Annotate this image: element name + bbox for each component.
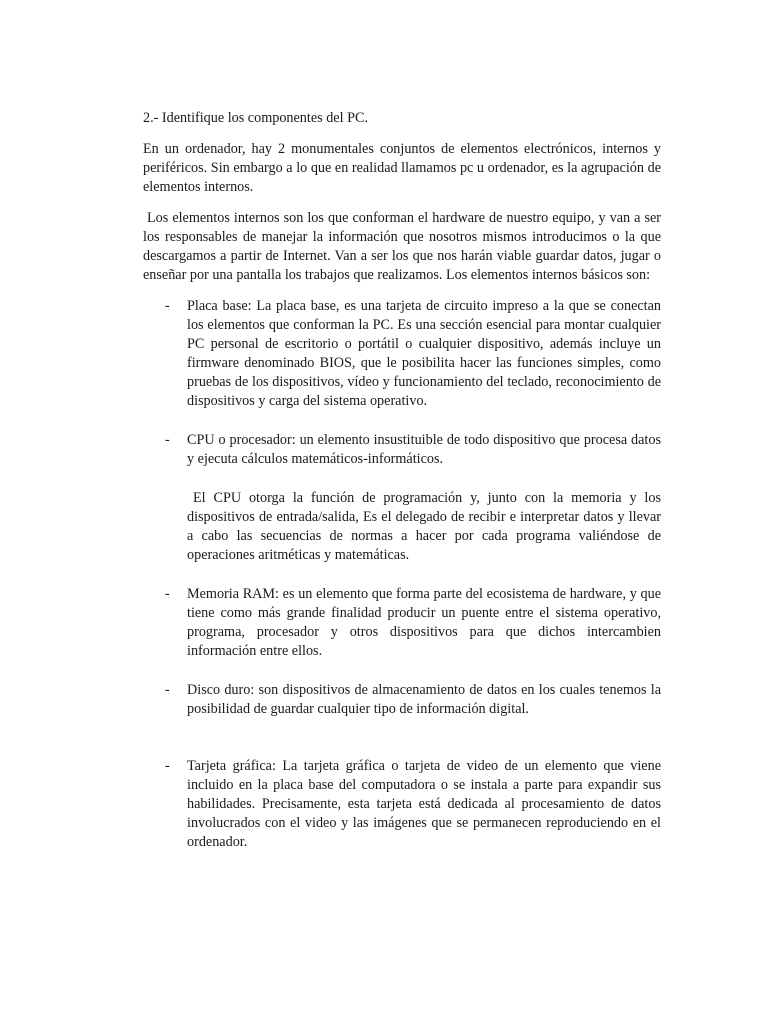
internal-elements-paragraph: Los elementos internos son los que conforman el hardware de nuestro equipo, y van a ser los responsables de manejar la información que nosotros mismos introducimos o la que descargamos a partir de Internet. Van a ser los que nos harán viable guardar datos, jugar o enseñar por una pantalla los trabajos que realizamos. Los elementos internos básicos son:: [143, 210, 661, 283]
list-bullet: -: [165, 586, 170, 602]
list-item-text: Disco duro: son dispositivos de almacenamiento de datos en los cuales tenemos la posibilidad de guardar cualquier tipo de información digital.: [187, 682, 661, 717]
component-list: [143, 297, 661, 852]
list-item-cpu: [143, 431, 661, 565]
intro-paragraph: En un ordenador, hay 2 monumentales conjuntos de elementos electrónicos, internos y periféricos. Sin embargo a lo que en realidad llamamos pc u ordenador, es la agrupación de elementos internos.: [143, 141, 661, 195]
list-bullet: -: [165, 432, 170, 448]
list-item-memoria-ram: [143, 585, 661, 661]
list-item-continuation: El CPU otorga la función de programación y, junto con la memoria y los dispositivos de entrada/salida, Es el delegado de recibir e interpretar datos y llevar a cabo las secuencias de normas a hacer por cada programa valiéndose de operaciones aritméticas y matemáticas.: [187, 490, 661, 563]
list-bullet: -: [165, 298, 170, 314]
list-item-disco-duro: [143, 681, 661, 719]
list-bullet: -: [165, 758, 170, 774]
list-item-text: CPU o procesador: un elemento insustituible de todo dispositivo que procesa datos y ejecuta cálculos matemáticos-informáticos.: [187, 432, 661, 467]
list-bullet: -: [165, 682, 170, 698]
list-item-placa-base: [143, 297, 661, 411]
question-heading: 2.- Identifique los componentes del PC.: [143, 110, 368, 126]
list-item-text: Placa base: La placa base, es una tarjeta de circuito impreso a la que se conectan los elementos que conforman la PC. Es una sección esencial para montar cualquier PC personal de escritorio o portátil o cualquier dispositivo, además incluye un firmware denominado BIOS, que le posibilita hacer las funciones simples, como pruebas de los dispositivos, vídeo y funcionamiento del teclado, reconocimiento de dispositivos y carga del sistema operativo.: [187, 298, 661, 409]
list-item-text: Tarjeta gráfica: La tarjeta gráfica o tarjeta de video de un elemento que viene incluido en la placa base del computadora o se instala a parte para expandir sus habilidades. Precisamente, esta tarjeta está dedicada al procesamiento de datos involucrados con el video y las imágenes que se permanecen reproduciendo en el ordenador.: [187, 758, 661, 850]
document-body: [143, 109, 661, 852]
list-item-tarjeta-grafica: [143, 757, 661, 852]
list-item-text: Memoria RAM: es un elemento que forma parte del ecosistema de hardware, y que tiene como más grande finalidad producir un puente entre el sistema operativo, programa, procesador y otros dispositivos para que dichos intercambien información entre ellos.: [187, 586, 661, 659]
